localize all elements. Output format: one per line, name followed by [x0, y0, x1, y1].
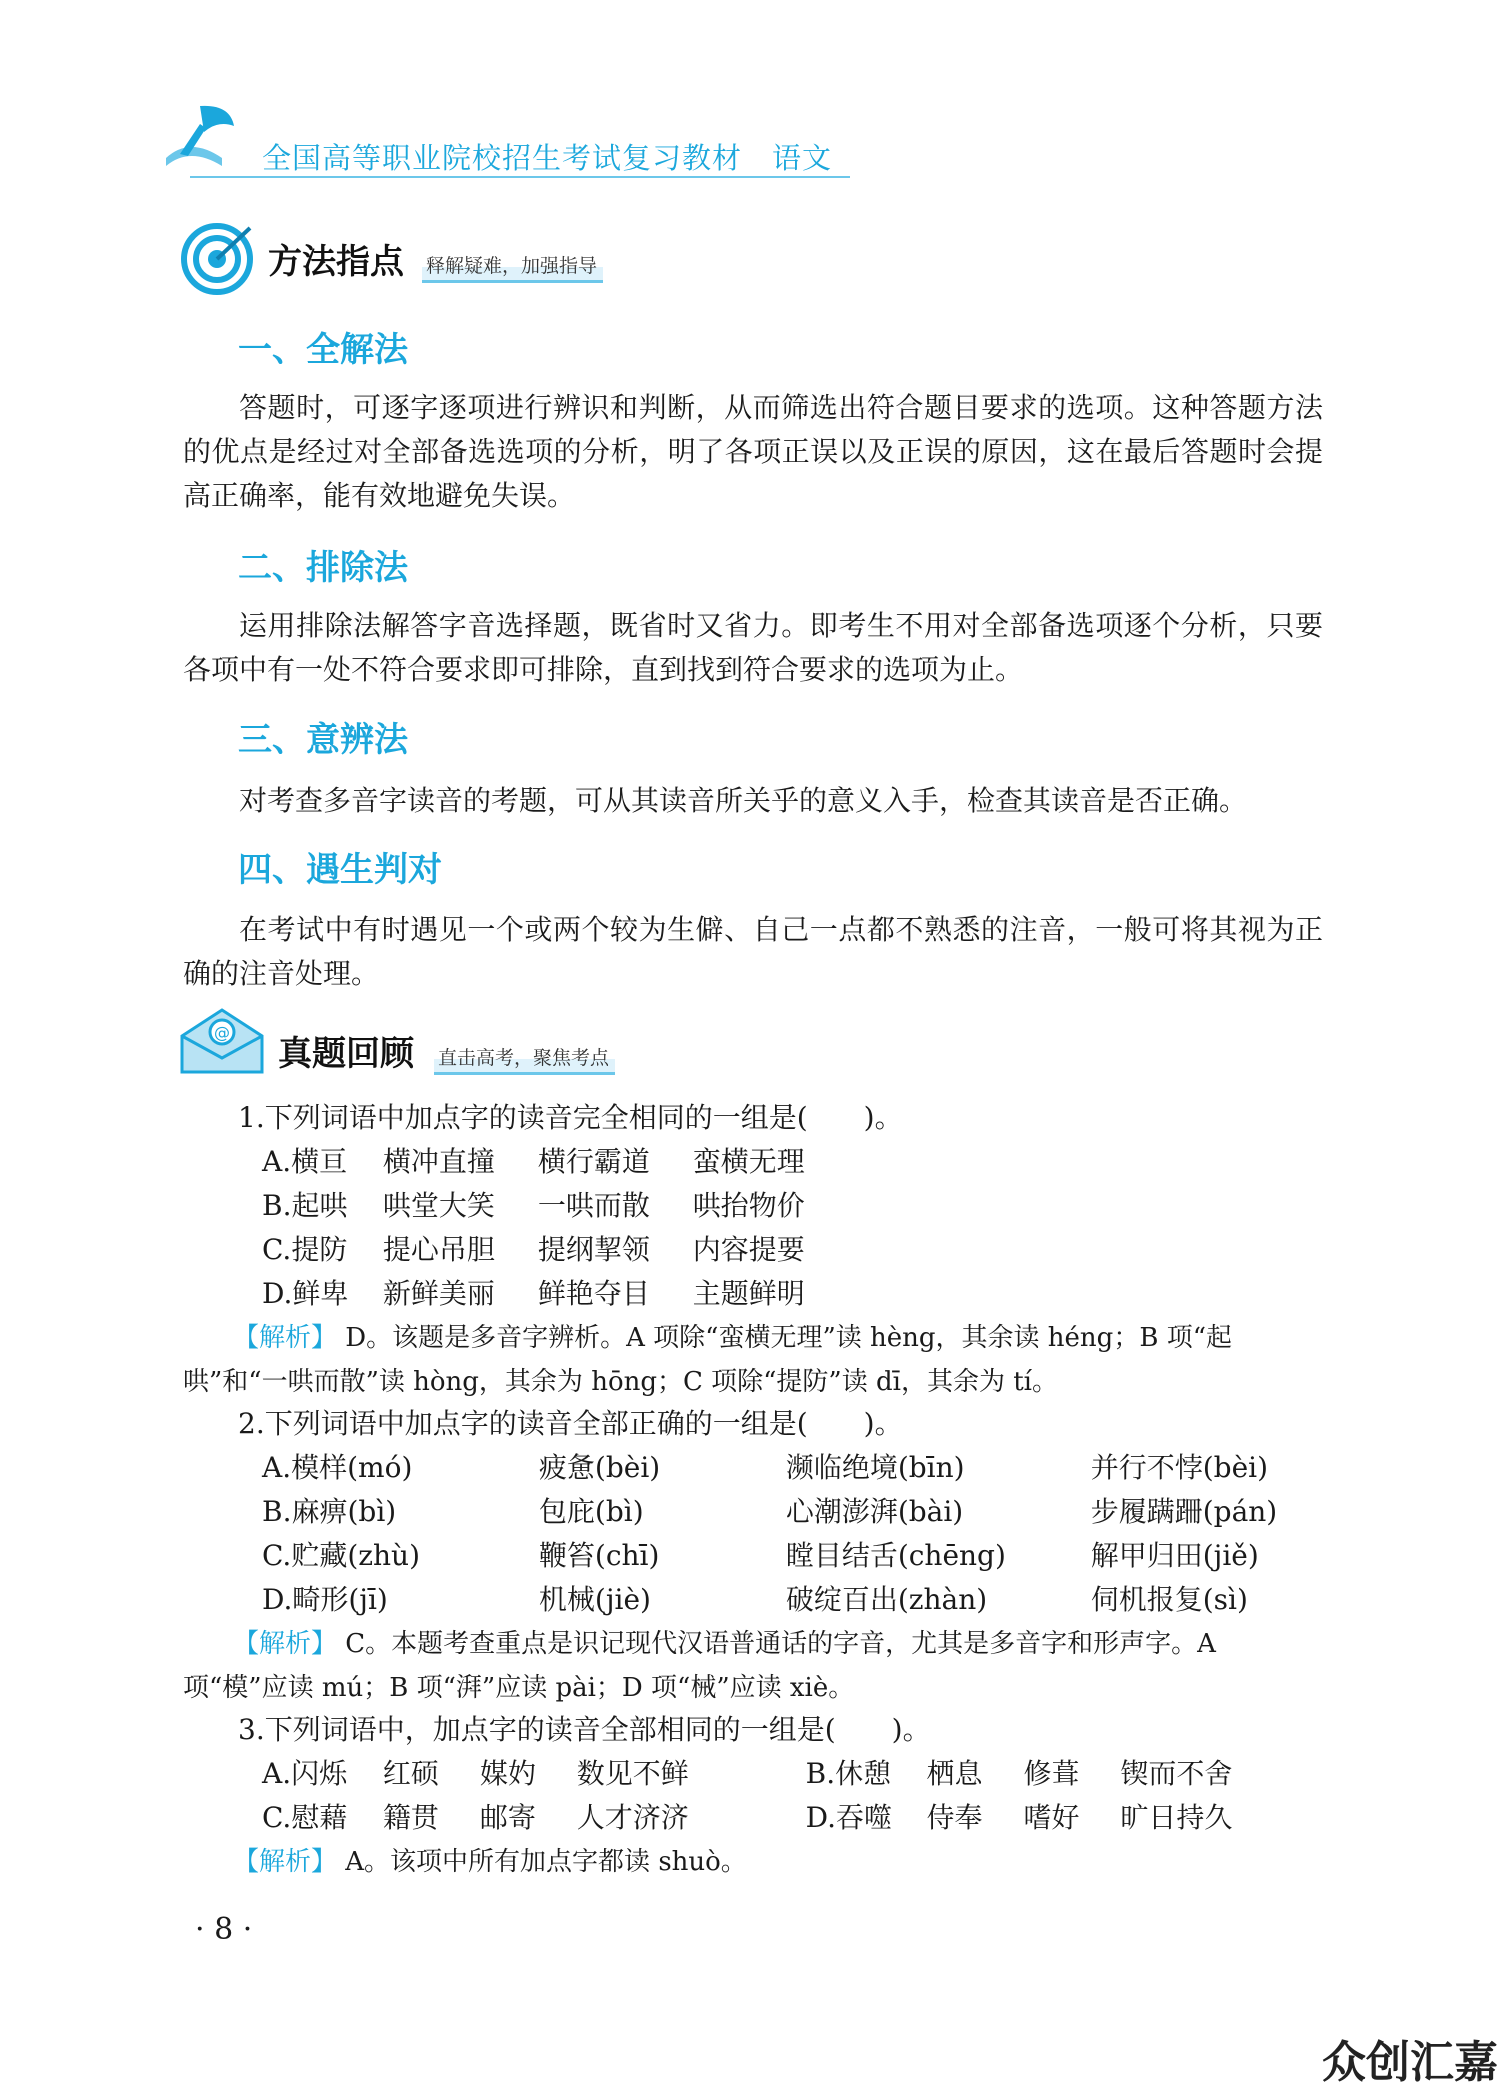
analysis-text: C。本题考查重点是识记现代汉语普通话的字音，尤其是多音字和形声字。A 项“模”应读 mú；B 项“湃”应读 pài；D 项“械”应读 xiè。 [183, 1629, 1216, 1703]
section-heading: 四、遇生判对 [238, 850, 442, 890]
option-item: 横行霸道 [537, 1145, 650, 1178]
analysis-label: 【解析】 [233, 1323, 338, 1353]
option-row [262, 1186, 839, 1226]
option-item: 包庇(bì) [538, 1495, 644, 1528]
section-heading: 一、全解法 [238, 330, 408, 370]
option-item: 新鲜美丽 [382, 1277, 495, 1310]
review-subtitle: 直击高考，聚焦考点 [434, 1043, 615, 1075]
section-heading: 二、排除法 [238, 548, 408, 588]
option-row [262, 1536, 1259, 1576]
option-item: 栖息 [926, 1757, 983, 1790]
option-item: 横冲直撞 [382, 1145, 495, 1178]
option-item: D.畸形(jī) [262, 1583, 388, 1616]
review-title: 真题回顾 [278, 1034, 414, 1074]
option-item: 瞠目结舌(chēng) [785, 1539, 1006, 1572]
option-item: 心潮澎湃(bài) [785, 1495, 964, 1528]
email-icon [178, 1006, 268, 1082]
option-item: 媒妁 [479, 1757, 536, 1790]
option-row [262, 1580, 1248, 1620]
option-row [262, 1798, 1232, 1838]
analysis-text: D。该题是多音字辨析。A 项除“蛮横无理”读 hèng，其余读 héng；B 项“起哄”和“一哄而散”读 hòng，其余为 hōng；C 项除“提防”读 dī，其余为 tí。 [183, 1323, 1232, 1397]
option-item: 数见不鲜 [576, 1757, 689, 1790]
method-title: 方法指点 [268, 242, 404, 282]
option-item: B.麻痹(bì) [262, 1495, 397, 1528]
header-title: 全国高等职业院校招生考试复习教材 语文 [262, 141, 833, 175]
option-item: 锲而不舍 [1120, 1757, 1233, 1790]
question-stem: 3.下列词语中，加点字的读音全部相同的一组是( )。 [238, 1713, 931, 1746]
option-item: C.提防 [262, 1233, 348, 1266]
method-subtitle: 释解疑难，加强指导 [422, 251, 603, 283]
option-row [262, 1230, 839, 1270]
analysis-label: 【解析】 [233, 1629, 338, 1659]
option-item: 修葺 [1023, 1757, 1080, 1790]
analysis-label: 【解析】 [233, 1847, 338, 1877]
option-item: A.模样(mó) [262, 1451, 413, 1484]
option-item: 主题鲜明 [692, 1277, 805, 1310]
target-icon [180, 222, 254, 296]
option-row [262, 1448, 1268, 1488]
option-item: 人才济济 [576, 1801, 689, 1834]
analysis [183, 1840, 1323, 1884]
option-item: 邮寄 [479, 1801, 536, 1834]
option-item: 蛮横无理 [692, 1145, 805, 1178]
option-item: 鲜艳夺目 [537, 1277, 650, 1310]
option-item: 疲惫(bèi) [538, 1451, 661, 1484]
option-item: C.慰藉 [262, 1801, 348, 1834]
option-item: 提心吊胆 [382, 1233, 495, 1266]
option-item: A.闪烁 [262, 1757, 348, 1790]
option-item: 一哄而散 [537, 1189, 650, 1222]
option-item: D.吞噬 [805, 1801, 892, 1834]
option-item: 内容提要 [692, 1233, 805, 1266]
header-divider [190, 176, 850, 178]
option-row [262, 1492, 1277, 1532]
option-item: 哄抬物价 [692, 1189, 805, 1222]
option-item: D.鲜卑 [262, 1277, 349, 1310]
option-item: 步履蹒跚(pán) [1090, 1495, 1278, 1528]
header-logo [160, 96, 260, 176]
option-item: A.横亘 [262, 1145, 348, 1178]
option-item: 哄堂大笑 [382, 1189, 495, 1222]
svg-text:@: @ [214, 1023, 230, 1042]
option-item: 鞭笞(chī) [538, 1539, 660, 1572]
option-item: 旷日持久 [1120, 1801, 1233, 1834]
option-item: 红硕 [382, 1757, 439, 1790]
option-item: 伺机报复(sì) [1090, 1583, 1248, 1616]
question-stem: 2.下列词语中加点字的读音全部正确的一组是( )。 [238, 1407, 903, 1440]
option-item: 侍奉 [926, 1801, 983, 1834]
analysis [183, 1316, 1323, 1404]
analysis [183, 1622, 1323, 1710]
page-number: · 8 · [195, 1912, 253, 1947]
option-item: B.休憩 [805, 1757, 892, 1790]
option-row [262, 1754, 1232, 1794]
section-text: 对考查多音字读音的考题，可从其读音所关乎的意义入手，检查其读音是否正确。 [239, 784, 1248, 817]
option-item: 嗜好 [1023, 1801, 1080, 1834]
question-stem: 1.下列词语中加点字的读音完全相同的一组是( )。 [238, 1101, 903, 1134]
section-heading: 三、意辨法 [238, 720, 408, 760]
option-row [262, 1142, 839, 1182]
option-item: C.贮藏(zhù) [262, 1539, 420, 1572]
option-item: 解甲归田(jiě) [1090, 1539, 1259, 1572]
option-item: 提纲挈领 [537, 1233, 650, 1266]
option-item: B.起哄 [262, 1189, 348, 1222]
option-item: 破绽百出(zhàn) [785, 1583, 988, 1616]
watermark: 众创汇嘉 [1322, 2037, 1498, 2088]
option-item: 机械(jiè) [538, 1583, 651, 1616]
analysis-text: A。该项中所有加点字都读 shuò。 [345, 1847, 747, 1877]
option-item: 并行不悖(bèi) [1090, 1451, 1269, 1484]
section-text: 运用排除法解答字音选择题，既省时又省力。即考生不用对全部备选项逐个分析，只要各项中有一处不符合要求即可排除，直到找到符合要求的选项为止。 [183, 609, 1323, 686]
option-item: 濒临绝境(bīn) [785, 1451, 965, 1484]
option-row [262, 1274, 839, 1314]
section-text: 在考试中有时遇见一个或两个较为生僻、自己一点都不熟悉的注音，一般可将其视为正确的注音处理。 [183, 913, 1323, 990]
option-item: 籍贯 [382, 1801, 439, 1834]
book-quill-icon [160, 96, 260, 176]
section-text: 答题时，可逐字逐项进行辨识和判断，从而筛选出符合题目要求的选项。这种答题方法的优点是经过对全部备选选项的分析，明了各项正误以及正误的原因，这在最后答题时会提高正确率，能有效地避免失误。 [183, 391, 1323, 512]
